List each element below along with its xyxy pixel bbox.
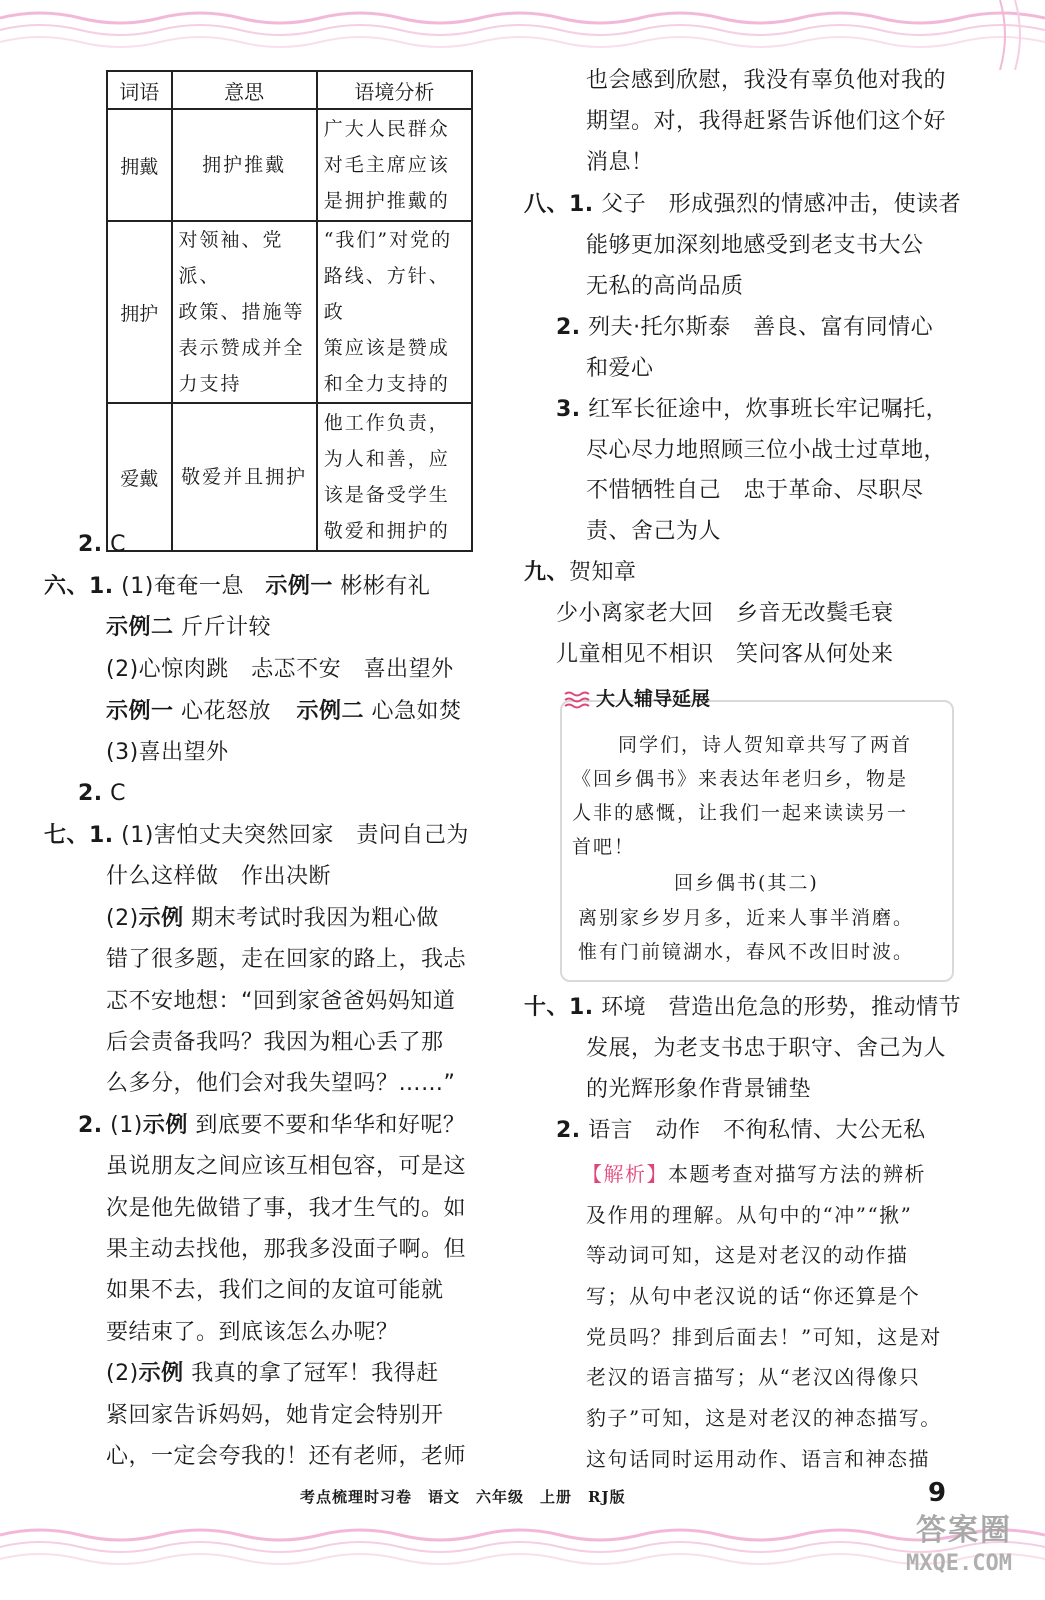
watermark-logo: 答案圈 MXQE.COM (906, 1513, 1012, 1576)
answer-line: 后会责备我吗？我因为粗心丢了那 (106, 1030, 444, 1055)
extension-text: 首吧！ (572, 836, 636, 858)
answer-line: 示例二 斤斤计较 (106, 615, 272, 640)
poem-title: 回乡偶书(其二) (674, 872, 819, 894)
answer-line: 2. (1)示例 到底要不要和华华和好呢？ (78, 1113, 466, 1138)
answer-line: 六、1. (1)奄奄一息 示例一 彬彬有礼 (44, 574, 431, 599)
answer-line: 2. 语言 动作 不徇私情、大公无私 (556, 1118, 926, 1143)
answer-line: (2)示例 我真的拿了冠军！我得赶 (106, 1361, 439, 1386)
question-label: 九、 (524, 560, 570, 585)
analysis-line: 【解析】本题考查对描写方法的辨析 (582, 1162, 926, 1186)
table-cell-context: 广大人民群众 对毛主席应该 是拥护推戴的 (317, 109, 472, 221)
answer-line: 心，一定会夸我的！还有老师，老师 (106, 1444, 467, 1469)
analysis-tag: 【解析】 (582, 1162, 668, 1186)
vocab-table (106, 70, 473, 552)
answer-line: 次是他先做错了事，我才生气的。如 (106, 1196, 467, 1221)
question-label: 八、1. (524, 192, 594, 217)
table-header: 意思 (172, 71, 317, 109)
answer-line: 不惜牺牲自己 忠于革命、尽职尽 (586, 478, 924, 503)
answer-line: 2. 列夫·托尔斯泰 善良、富有同情心 (556, 315, 934, 340)
answer-line: (2)示例 期末考试时我因为粗心做 (106, 906, 439, 931)
example-tag: 示例 (138, 1361, 184, 1386)
analysis-line: 老汉的语言描写；从“老汉凶得像只 (586, 1365, 921, 1389)
table-cell-meaning: 拥护推戴 (172, 109, 317, 221)
answer-line: 责、舍己为人 (586, 519, 722, 544)
answer-line: 如果不去，我们之间的友谊可能就 (106, 1278, 444, 1303)
answer-line: 七、1. (1)害怕丈夫突然回家 责问自己为 (44, 823, 469, 848)
answer-line: 尽心尽力地照顾三位小战士过草地， (586, 438, 947, 463)
answer-line: 能够更加深刻地感受到老支书大公 (586, 233, 924, 258)
answer-line: 果主动去找他，那我多没面子啊。但 (106, 1237, 467, 1262)
answer-line: 虽说朋友之间应该互相包容，可是这 (106, 1154, 467, 1179)
table-row (107, 221, 472, 403)
analysis-line: 党员吗？排到后面去！”可知，这是对 (586, 1325, 942, 1349)
example-tag: 示例二 (296, 699, 365, 724)
table-header-row (107, 71, 472, 109)
extension-text: 《回乡偶书》来表达年老归乡，物是 (572, 768, 909, 790)
table-header: 词语 (107, 71, 172, 109)
table-row (107, 403, 472, 551)
analysis-line: 等动词可知，这是对老汉的动作描 (586, 1243, 909, 1267)
answer-line: 示例一 心花怒放 示例二 心急如焚 (106, 699, 462, 724)
analysis-line: 这句话同时运用动作、语言和神态描 (586, 1447, 930, 1471)
table-cell-context: 他工作负责， 为人和善，应 该是备受学生 敬爱和拥护的 (317, 403, 472, 551)
question-label: 七、1. (44, 823, 114, 848)
example-tag: 示例 (138, 906, 184, 931)
top-wave-border (0, 0, 1045, 70)
table-cell-meaning: 敬爱并且拥护 (172, 403, 317, 551)
table-row (107, 109, 472, 221)
poem-line: 少小离家老大回 乡音无改鬓毛衰 (556, 601, 894, 626)
page-footer: 考点梳理时习卷 语文 六年级 上册 RJ版 (300, 1488, 626, 1506)
answer-line: 忑不安地想：“回到家爸爸妈妈知道 (106, 989, 456, 1014)
answer-line: 的光辉形象作背景铺垫 (586, 1077, 812, 1102)
poem-line: 儿童相见不相识 笑问客从何处来 (556, 642, 894, 667)
poem-line: 离别家乡岁月多，近来人事半消磨。 (578, 907, 915, 929)
question-label: 十、1. (524, 995, 594, 1020)
answer-line: 期望。对，我得赶紧告诉他们这个好 (586, 109, 947, 134)
answer-line: 2. C (78, 781, 127, 806)
table-cell-word: 拥戴 (107, 109, 172, 221)
extension-text: 同学们，诗人贺知章共写了两首 (618, 734, 913, 756)
extension-title: 大人辅导延展 (596, 688, 711, 710)
answer-line: (3)喜出望外 (106, 740, 229, 765)
extension-header (560, 682, 780, 716)
question-label: 六、1. (44, 574, 114, 599)
poem-line: 惟有门前镜湖水，春风不改旧时波。 (578, 941, 915, 963)
analysis-line: 及作用的理解。从句中的“冲”“揪” (586, 1203, 913, 1227)
answer-line: 要结束了。到底该怎么办呢？ (106, 1320, 399, 1345)
answer-line: 发展，为老支书忠于职守、舍己为人 (586, 1036, 947, 1061)
answer-line: (2)心惊肉跳 忐忑不安 喜出望外 (106, 657, 454, 682)
table-cell-meaning: 对领袖、党派、 政策、措施等 表示赞成并全 力支持 (172, 221, 317, 403)
answer-line: 八、1. 父子 形成强烈的情感冲击，使读者 (524, 192, 962, 217)
wave-lines-icon (564, 689, 592, 709)
answer-line: 3. 红军长征途中，炊事班长牢记嘱托， (556, 397, 949, 422)
table-cell-word: 拥护 (107, 221, 172, 403)
example-tag: 示例一 (106, 699, 174, 724)
extension-text: 人非的感慨，让我们一起来读读另一 (572, 802, 909, 824)
table-cell-context: “我们”对党的 路线、方针、政 策应该是赞成 和全力支持的 (317, 221, 472, 403)
analysis-line: 豹子”可知，这是对老汉的神态描写。 (586, 1406, 942, 1430)
answer-line: 消息！ (586, 150, 654, 175)
example-tag: 示例 (142, 1113, 188, 1138)
table-header: 语境分析 (317, 71, 472, 109)
answer-line: 十、1. 环境 营造出危急的形势，推动情节 (524, 995, 962, 1020)
answer-line: 也会感到欣慰，我没有辜负他对我的 (586, 68, 947, 93)
example-tag: 示例一 (265, 574, 333, 599)
analysis-line: 写；从句中老汉说的话“你还算是个 (586, 1284, 921, 1308)
answer-line: 九、贺知章 (524, 560, 637, 585)
answer-line: 什么这样做 作出决断 (106, 864, 332, 889)
answer-line: 无私的高尚品质 (586, 274, 744, 299)
answer-line: 紧回家告诉妈妈，她肯定会特别开 (106, 1403, 444, 1428)
answer-line: 么多分，他们会对我失望吗？……” (106, 1071, 456, 1096)
answer-line: 2. C (78, 532, 127, 557)
example-tag: 示例二 (106, 615, 174, 640)
answer-line: 错了很多题，走在回家的路上，我忐 (106, 947, 467, 972)
page-number: 9 (928, 1478, 947, 1508)
answer-line: 和爱心 (586, 356, 654, 381)
table-cell-word: 爱戴 (107, 403, 172, 551)
